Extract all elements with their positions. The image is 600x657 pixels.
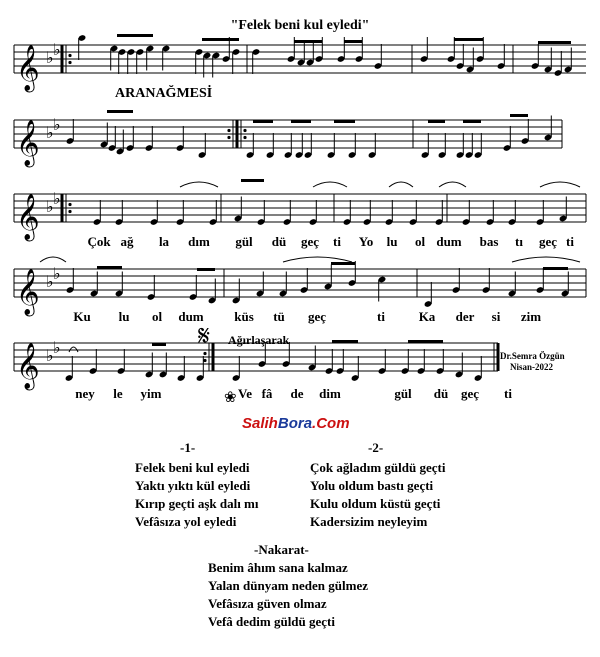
lyric-syllable: Ku [73, 309, 91, 324]
verse-line: Kadersizim neyleyim [310, 514, 428, 529]
lyric-syllable: dum [178, 309, 204, 324]
credit-date: Nisan-2022 [510, 362, 554, 372]
lyric-syllable: ti [504, 386, 512, 401]
flat-sign: ♭ [46, 123, 54, 142]
lyric-syllable: zim [520, 309, 542, 324]
note-beam [454, 38, 483, 41]
lyric-syllable: la [158, 234, 170, 249]
flat-sign: ♭ [53, 338, 61, 357]
lyric-syllable: bas [479, 234, 499, 249]
note-beam [334, 120, 355, 123]
repeat-dot [243, 129, 246, 132]
flat-sign: ♭ [53, 115, 61, 134]
lyric-syllable: Çok [87, 234, 111, 249]
site-logo [242, 415, 350, 432]
note-beam [538, 41, 571, 44]
flat-sign: ♭ [46, 197, 54, 216]
verse-line: Çok ağladım güldü geçti [310, 460, 446, 475]
repeat-dot [68, 54, 71, 57]
lyric-syllable: ti [333, 234, 341, 249]
lyric-syllable: de [290, 386, 304, 401]
flat-sign: ♭ [46, 272, 54, 291]
refrain-heading: -Nakarat- [254, 542, 309, 557]
repeat-dot [68, 203, 71, 206]
note-beam [543, 267, 568, 270]
lyric-syllable: geç [460, 386, 480, 401]
flat-sign: ♭ [53, 264, 61, 283]
note-beam [241, 179, 264, 182]
flat-sign: ♭ [46, 48, 54, 67]
tie-slur [40, 257, 66, 262]
tie-slur [439, 182, 466, 187]
verse-line: Vefâ dedim güldü geçti [208, 614, 335, 629]
lyric-syllable: ney [75, 386, 95, 401]
lyric-syllable: küs [234, 309, 254, 324]
lyric-syllable: lu [386, 234, 398, 249]
note-beam [294, 40, 322, 43]
segno-sign: 𝄋 [198, 319, 211, 352]
tempo-label: Ağırlaşarak [228, 333, 290, 347]
repeat-dot [203, 352, 206, 355]
verse-line: Yalan dünyam neden gülmez [208, 578, 368, 593]
verse-line: Kırıp geçti aşk dalı mı [135, 496, 259, 511]
lyric-syllable: ti [377, 309, 385, 324]
lyric-syllable: dü [271, 234, 287, 249]
lyric-syllable: ol [151, 309, 163, 324]
tie-slur [313, 182, 347, 187]
lyric-syllable: tı [515, 234, 523, 249]
lyric-syllable: lu [118, 309, 130, 324]
repeat-dot [243, 136, 246, 139]
treble-clef: 𝄞 [16, 120, 40, 166]
lyric-syllable: ağ [120, 234, 134, 249]
note-beam [117, 34, 153, 37]
note-beam [331, 262, 355, 265]
repeat-dot [68, 61, 71, 64]
verse-line: Yaktı yıktı kül eyledi [135, 478, 251, 493]
verse-line: Vefâsıza yol eyledi [135, 514, 237, 529]
refrain [208, 559, 368, 631]
flat-sign: ♭ [53, 189, 61, 208]
verse-line: Vefâsıza güven olmaz [208, 596, 327, 611]
note-beam [463, 120, 481, 123]
note-beam [344, 40, 362, 43]
note-beam [197, 268, 215, 271]
logo-part-1: Salih [242, 415, 278, 432]
tie-slur [180, 182, 218, 187]
verse-line: Felek beni kul eyledi [135, 460, 250, 475]
lyric-syllable: geç [307, 309, 327, 324]
treble-clef: 𝄞 [16, 343, 40, 389]
lyric-syllable: dum [436, 234, 462, 249]
note-beam [332, 340, 358, 343]
lyric-syllable: gül [235, 234, 253, 249]
treble-clef: 𝄞 [16, 45, 40, 91]
lyric-syllable: Ka [418, 309, 436, 324]
note-beam [152, 343, 166, 346]
lyric-syllable: dım [188, 234, 210, 249]
repeat-dot [227, 129, 230, 132]
lyric-syllable: Yo [358, 234, 374, 249]
tie-slur [512, 257, 580, 262]
logo-part-2: Bora [277, 415, 313, 432]
flat-sign: ♭ [46, 346, 54, 365]
verse-line: Benim âhım sana kalmaz [208, 560, 348, 575]
verse-1 [135, 459, 259, 531]
tie-slur [389, 182, 413, 187]
song-title: "Felek beni kul eyledi" [230, 18, 370, 33]
tie-slur [540, 182, 580, 187]
lyric-syllable: le [113, 386, 123, 401]
lyric-syllable: dim [319, 386, 341, 401]
verse-line: Yolu oldum bastı geçti [310, 478, 434, 493]
note-beam [107, 110, 133, 113]
flat-sign: ♭ [53, 40, 61, 59]
lyric-syllable: gül [394, 386, 412, 401]
segno-ornament: ❀ [224, 388, 237, 406]
lyric-syllable: ol [414, 234, 426, 249]
repeat-dot [68, 210, 71, 213]
lyric-syllable: geç [538, 234, 558, 249]
tie-slur [283, 257, 352, 262]
lyric-syllable: geç [300, 234, 320, 249]
note-beam [510, 114, 528, 117]
lyric-syllable: si [491, 309, 501, 324]
repeat-dot [227, 136, 230, 139]
logo-part-3: .Com [312, 415, 350, 432]
verse-2 [310, 459, 445, 531]
treble-clef: 𝄞 [16, 194, 40, 240]
lyric-syllable: Ve [238, 386, 252, 401]
note-beam [428, 120, 445, 123]
note-beam [202, 38, 239, 41]
lyric-syllable: fâ [261, 386, 273, 401]
lyric-syllable: tü [273, 309, 285, 324]
lyric-syllable: yim [140, 386, 162, 401]
credit-name: Dr.Semra Özgün [500, 351, 565, 361]
repeat-dot [203, 359, 206, 362]
lyric-syllable: dü [433, 386, 449, 401]
lyric-syllable: der [455, 309, 475, 324]
note-beam [97, 266, 122, 269]
verse-line: Kulu oldum küstü geçti [310, 496, 441, 511]
note-beam [291, 120, 311, 123]
verse-2-heading: -2- [368, 440, 384, 455]
section-label-aranagmesi: ARANAĞMESİ [115, 86, 213, 101]
note-beam [253, 120, 273, 123]
treble-clef: 𝄞 [16, 269, 40, 315]
lyric-syllable: ti [566, 234, 574, 249]
note-beam [408, 340, 443, 343]
verse-1-heading: -1- [180, 440, 196, 455]
